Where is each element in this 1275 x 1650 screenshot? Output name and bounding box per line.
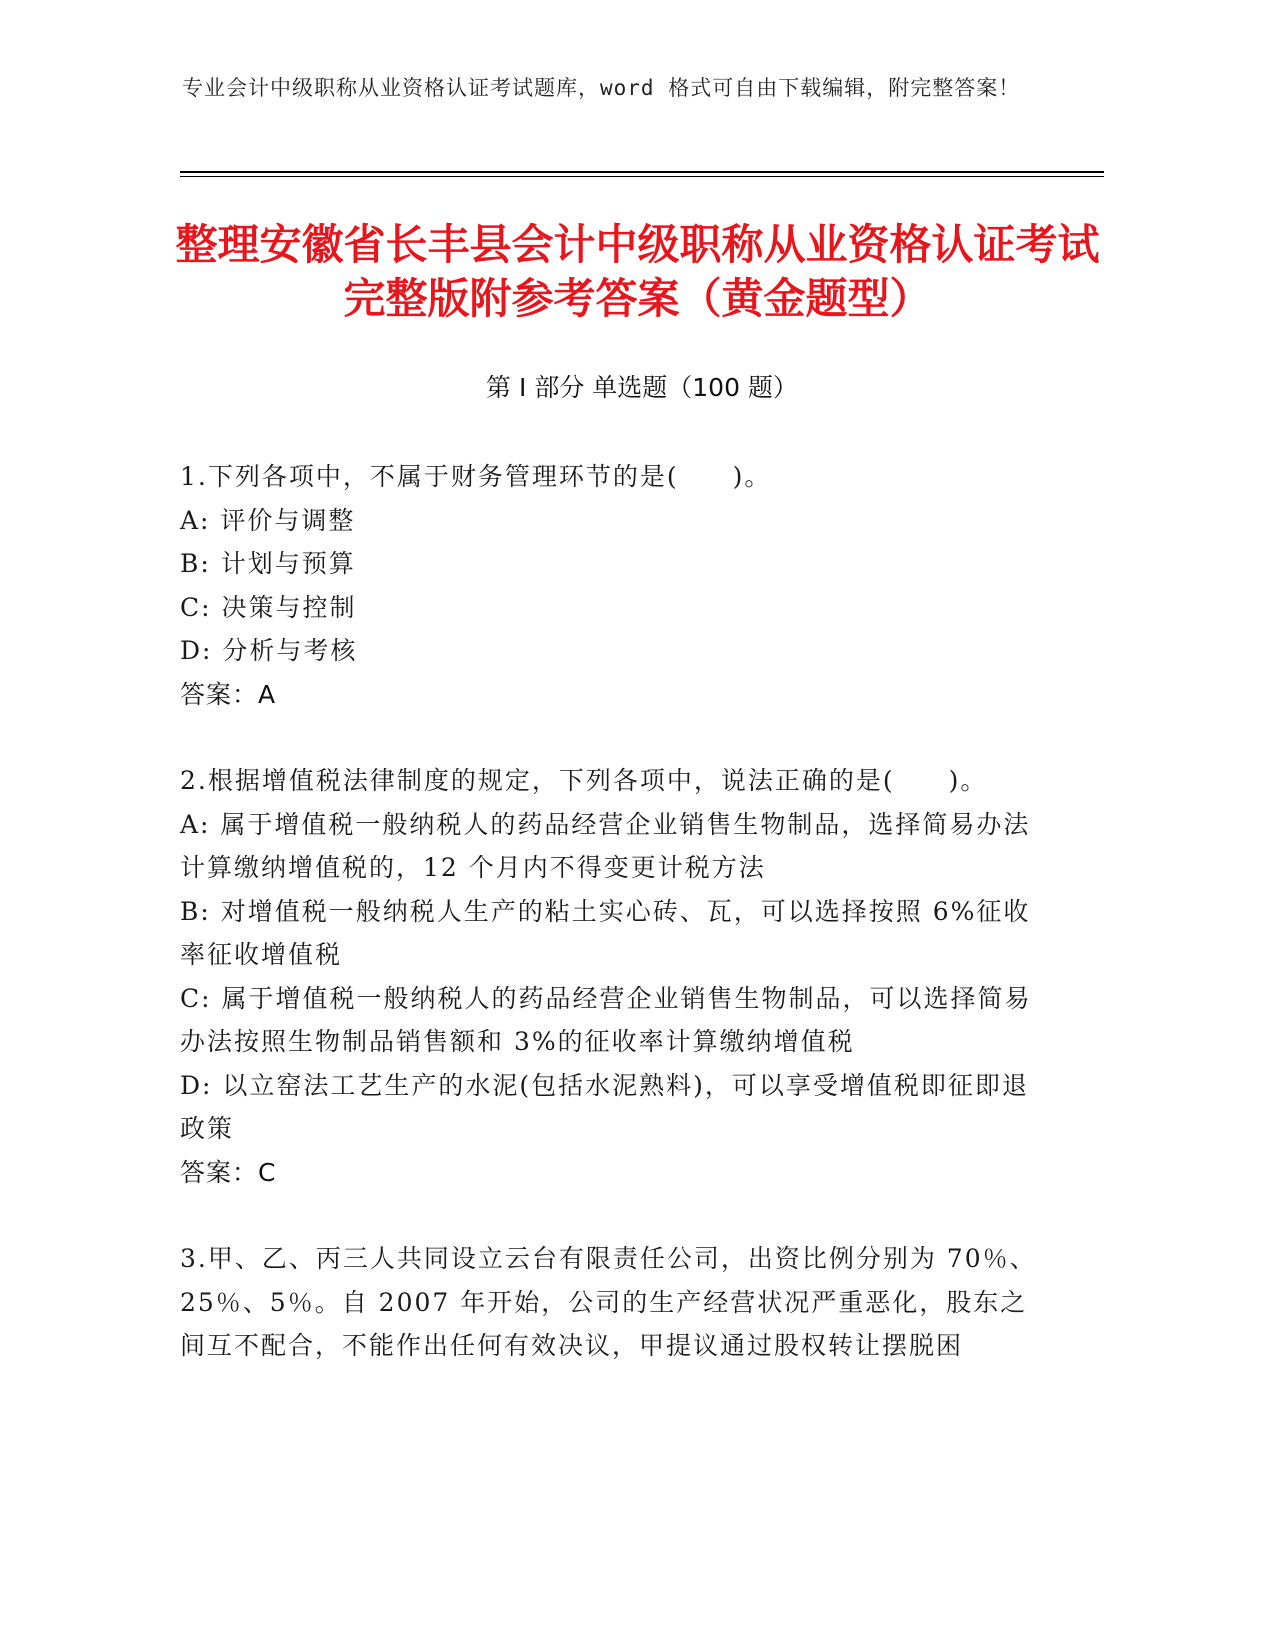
option-c: C: 决策与控制	[180, 592, 357, 622]
option-d: D: 以立窑法工艺生产的水泥(包括水泥熟料)，可以享受增值税即征即退政策	[180, 1070, 1029, 1143]
question-stem: 1.下列各项中，不属于财务管理环节的是( )。	[180, 462, 772, 491]
document-title: 整理安徽省长丰县会计中级职称从业资格认证考试完整版附参考答案（黄金题型）	[175, 220, 1100, 323]
option-b: B: 对增值税一般纳税人生产的粘土实心砖、瓦，可以选择按照 6%征收率征收增值税	[180, 896, 1031, 969]
option-a: A: 属于增值税一般纳税人的药品经营企业销售生物制品，选择简易办法计算缴纳增值税的，12 个月内不得变更计税方法	[180, 809, 1031, 882]
option-a: A: 评价与调整	[180, 505, 356, 535]
header-note: 专业会计中级职称从业资格认证考试题库，word 格式可自由下载编辑，附完整答案！	[182, 76, 1021, 100]
option-b: B: 计划与预算	[180, 549, 356, 578]
question-2	[180, 759, 1040, 1194]
answer: 答案：A	[180, 679, 277, 709]
question-1	[180, 455, 1040, 716]
option-d: D: 分析与考核	[180, 636, 358, 665]
header-divider-thick	[180, 171, 1104, 173]
question-stem: 2.根据增值税法律制度的规定，下列各项中，说法正确的是( )。	[180, 766, 988, 795]
section-title: 第 I 部分 单选题（100 题）	[486, 373, 798, 402]
question-3	[180, 1237, 1040, 1368]
answer: 答案：C	[180, 1157, 277, 1187]
header-divider-thin	[180, 176, 1104, 177]
question-stem: 3.甲、乙、丙三人共同设立云台有限责任公司，出资比例分别为 70％、25％、5％。自 2007 年开始，公司的生产经营状况严重恶化，股东之间互不配合，不能作出任何有效决议，甲提议通过股权转让摆脱困	[180, 1244, 1037, 1360]
option-c: C: 属于增值税一般纳税人的药品经营企业销售生物制品，可以选择简易办法按照生物制品销售额和 3%的征收率计算缴纳增值税	[180, 983, 1032, 1056]
question-list	[180, 455, 1040, 1411]
